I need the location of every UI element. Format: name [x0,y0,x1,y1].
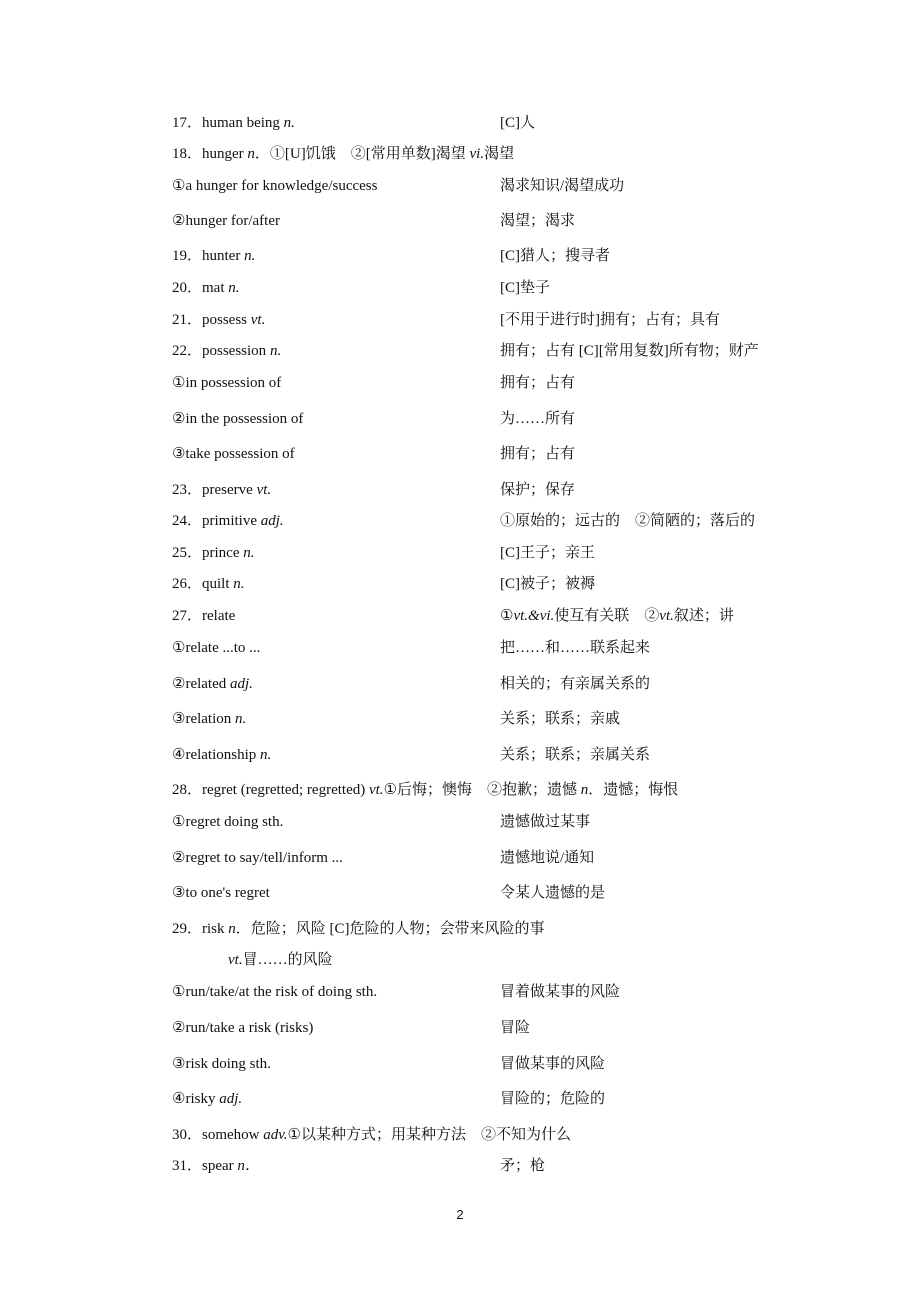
term-text: ①run/take/at the risk of doing sth. [172,984,378,1000]
entry-term [172,113,295,133]
part-of-speech: vi. [469,146,485,162]
vocab-entry [172,780,678,800]
vocab-entry [172,709,621,729]
entry-meaning: 矛；枪 [500,1158,546,1174]
term-text: 23．preserve [172,482,257,498]
part-of-speech: n. [228,280,240,296]
vocab-entry [172,848,595,868]
entry-term [172,480,271,500]
part-of-speech: vt.&vi. [513,608,555,624]
entry-term [172,310,265,330]
entry-meaning: 为……所有 [500,411,576,427]
vocab-entry [172,1089,606,1109]
entry-term [172,812,283,832]
entry-text: 30．somehow [172,1127,264,1143]
part-of-speech: adv. [263,1127,288,1143]
entry-term [172,883,270,903]
term-text: 26．quilt [172,576,234,592]
term-text: ①in possession of [172,375,282,391]
entry-definition: 冒……的风险 [242,952,333,968]
entry-meaning: 令某人遗憾的是 [500,885,606,901]
term-text: 27．relate [172,608,236,624]
entry-meaning: 渴望；渴求 [500,213,576,229]
entry-term [172,606,235,626]
part-of-speech: adj. [219,1091,243,1107]
vocab-entry [172,1018,531,1038]
part-of-speech: vt. [368,782,384,798]
vocab-entry [172,144,514,164]
vocab-entry [172,1156,546,1176]
entry-term [172,211,280,231]
entry-meaning: ①原始的；远古的 ②简陋的；落后的 [500,513,756,529]
vocab-entry [172,310,720,330]
vocab-entry [172,638,651,658]
entry-meaning: [不用于进行时]拥有；占有；具有 [500,312,720,328]
term-text: ②regret to say/tell/inform ... [172,850,343,866]
part-of-speech: n [228,921,236,937]
entry-term [172,1089,242,1109]
part-of-speech: n [580,782,589,798]
entry-term [172,1054,271,1074]
entry-term [172,638,260,658]
part-of-speech: adj. [260,513,284,529]
part-of-speech: n. [283,115,295,131]
part-of-speech: vt. [250,312,266,328]
term-text: 21．possess [172,312,251,328]
term-text: ②related [172,676,231,692]
part-of-speech: vt. [659,608,674,624]
term-text: 31．spear [172,1158,238,1174]
term-text: ①a hunger for knowledge/success [172,178,378,194]
entry-term [172,574,245,594]
vocab-entry [172,444,576,464]
entry-text: 18．hunger [172,146,248,162]
entry-definition: ①后悔；懊悔 ②抱歉；遗憾 [383,782,581,798]
term-text: ③to one's regret [172,885,270,901]
term-text: ③relation [172,711,236,727]
term-text: 17．human being [172,115,284,131]
entry-meaning: 渴求知识/渴望成功 [500,178,625,194]
entry-text: 28．regret (regretted; regretted) [172,782,369,798]
entry-meaning: 拥有；占有 [500,375,576,391]
entry-term [172,1156,260,1176]
entry-term [172,982,377,1002]
entry-meaning: ①vt.&vi.使互有关联 ②vt.叙述；讲 [500,608,734,624]
entry-term [172,341,281,361]
entry-meaning: 冒做某事的风险 [500,1056,606,1072]
entry-term [172,511,284,531]
entry-term [172,278,240,298]
entry-term [172,848,343,868]
vocab-entry [172,113,535,133]
part-of-speech: n. [243,545,255,561]
entry-text: 29．risk [172,921,229,937]
term-text: ④relationship [172,747,261,763]
vocab-entry [172,606,734,626]
entry-term [172,1018,313,1038]
term-text: ③risk doing sth. [172,1056,271,1072]
part-of-speech: vt. [228,952,243,968]
entry-term [172,444,295,464]
entry-term [172,409,303,429]
vocab-entry [172,480,576,500]
entry-term [172,176,377,196]
entry-meaning: 遗憾地说/通知 [500,850,595,866]
part-of-speech: adj. [230,676,253,692]
vocab-entry [172,176,625,196]
entry-meaning: [C]王子；亲王 [500,545,595,561]
vocab-entry [172,373,576,393]
page-number: 2 [456,1207,464,1222]
entry-meaning: [C]人 [500,115,535,131]
entry-meaning: 相关的；有亲属关系的 [500,676,651,692]
vocab-entry [228,950,333,970]
entry-definition: ①以某种方式；用某种方法 ②不知为什么 [287,1127,571,1143]
entry-meaning: 遗憾做过某事 [500,814,591,830]
term-text: ①regret doing sth. [172,814,284,830]
term-text: 22．possession [172,343,270,359]
part-of-speech: n. [260,747,272,763]
vocab-entry [172,341,759,361]
vocab-entry [172,1125,571,1145]
vocab-entry [172,919,545,939]
part-of-speech: n． [237,1158,260,1174]
part-of-speech: vt. [256,482,272,498]
term-text: ①relate ...to ... [172,640,261,656]
term-text: ②run/take a risk (risks) [172,1020,314,1036]
vocab-entry [172,1054,606,1074]
term-text: 19．hunter [172,248,245,264]
term-text: ③take possession of [172,446,295,462]
entry-term [172,246,255,266]
part-of-speech: n. [269,343,282,359]
term-text: 24．primitive [172,513,261,529]
entry-definition: ．遗憾；悔恨 [588,782,679,798]
vocab-entry [172,211,576,231]
entry-meaning: [C]垫子 [500,280,550,296]
part-of-speech: n [247,146,255,162]
entry-meaning: [C]猎人；搜寻者 [500,248,610,264]
term-text: 20．mat [172,280,229,296]
vocab-entry [172,883,606,903]
entry-meaning: 关系；联系；亲属关系 [500,747,651,763]
part-of-speech: n. [235,711,247,727]
vocab-entry [172,278,550,298]
vocab-entry [172,543,595,563]
vocab-entry [172,674,651,694]
entry-term [172,745,271,765]
entry-definition: 渴望 [484,146,515,162]
vocab-entry [172,511,756,531]
vocab-entry [172,982,621,1002]
entry-definition: ．①[U]饥饿 ②[常用单数]渴望 [254,146,470,162]
term-text: 25．prince [172,545,244,561]
entry-meaning: 冒险 [500,1020,531,1036]
part-of-speech: n. [244,248,256,264]
entry-term [172,709,246,729]
term-text: ②in the possession of [172,411,304,427]
term-text: ②hunger for/after [172,213,280,229]
vocab-entry [172,812,591,832]
term-text: ④risky [172,1091,220,1107]
part-of-speech: n. [233,576,245,592]
entry-meaning: 关系；联系；亲戚 [500,711,621,727]
vocab-entry [172,745,651,765]
entry-term [172,674,253,694]
vocab-entry [172,246,610,266]
entry-meaning: 拥有；占有 [C][常用复数]所有物；财产 [500,343,759,359]
entry-meaning: 把……和……联系起来 [500,640,651,656]
entry-meaning: 冒险的；危险的 [500,1091,606,1107]
entry-meaning: 冒着做某事的风险 [500,984,621,1000]
entry-meaning: 保护；保存 [500,482,576,498]
entry-meaning: [C]被子；被褥 [500,576,595,592]
entry-meaning: 拥有；占有 [500,446,576,462]
entry-term [172,373,281,393]
vocab-entry [172,409,576,429]
entry-definition: ．危险；风险 [C]危险的人物；会带来风险的事 [235,921,545,937]
vocab-entry [172,574,595,594]
entry-term [172,543,254,563]
